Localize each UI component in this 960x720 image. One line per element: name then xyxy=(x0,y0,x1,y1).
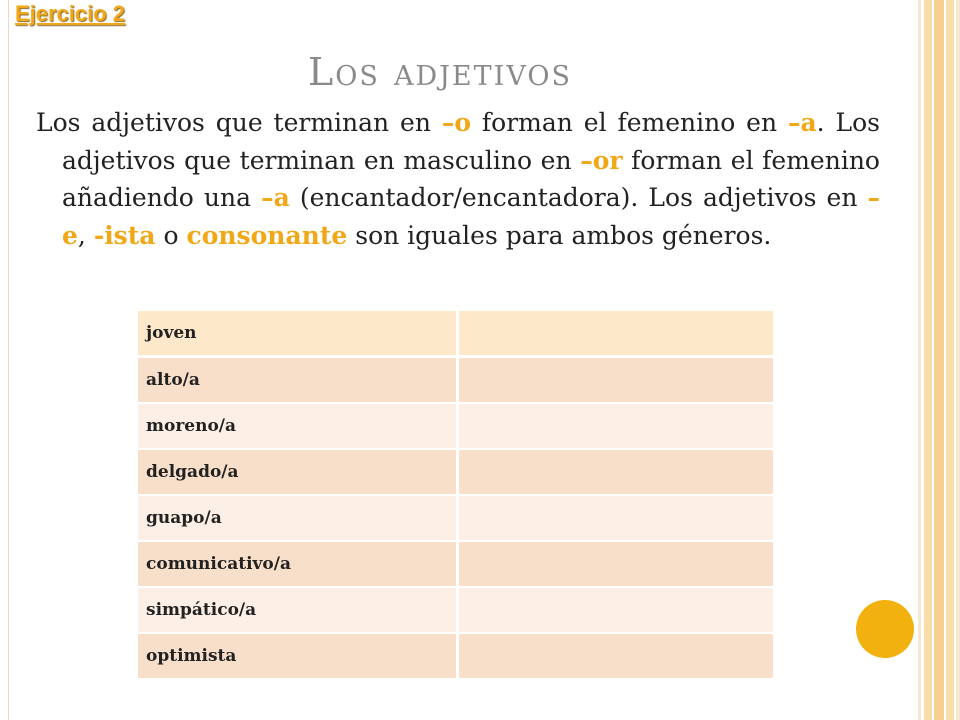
table-row xyxy=(138,449,775,495)
paragraph-text: o xyxy=(155,220,187,250)
answer-cell[interactable] xyxy=(458,311,775,357)
explanation-text xyxy=(36,104,880,254)
table-row xyxy=(138,633,775,679)
paragraph-text: , xyxy=(77,220,94,250)
paragraph-text: (encantador/encantadora). Los adjetivos en xyxy=(289,183,868,212)
adjective-cell: moreno/a xyxy=(138,403,458,449)
paragraph-text: forman el femenino añadiendo una xyxy=(62,145,880,212)
adjective-cell: delgado/a xyxy=(138,449,458,495)
decorative-circle xyxy=(856,600,914,658)
answer-cell[interactable] xyxy=(458,495,775,541)
adjective-cell: joven xyxy=(138,311,458,357)
paragraph-text: . Los adjetivos que terminan en masculino en xyxy=(62,108,880,175)
adjectives-table xyxy=(138,311,776,680)
highlighted-term: –o xyxy=(441,108,472,137)
table-row xyxy=(138,495,775,541)
paragraph-text: Los adjetivos que terminan en xyxy=(36,108,442,137)
adjective-cell: alto/a xyxy=(138,357,458,404)
highlighted-term: -ista xyxy=(93,220,156,250)
explanation-paragraph xyxy=(36,104,880,254)
exercise-link[interactable]: Ejercicio 2 xyxy=(14,1,126,26)
paragraph-text: forman el femenino en xyxy=(471,108,788,137)
answer-cell[interactable] xyxy=(458,587,775,633)
adjective-cell: simpático/a xyxy=(138,587,458,633)
adjective-cell: optimista xyxy=(138,633,458,679)
table-row xyxy=(138,403,775,449)
table-row xyxy=(138,311,775,357)
adjective-cell: guapo/a xyxy=(138,495,458,541)
answer-cell[interactable] xyxy=(458,403,775,449)
slide-title: Los adjetivos xyxy=(308,50,572,94)
answer-cell[interactable] xyxy=(458,541,775,587)
answer-cell[interactable] xyxy=(458,357,775,404)
answer-cell[interactable] xyxy=(458,633,775,679)
answer-cell[interactable] xyxy=(458,449,775,495)
table-row xyxy=(138,541,775,587)
slide-left-border xyxy=(8,0,9,720)
highlighted-term: –a xyxy=(787,108,817,137)
highlighted-term: –or xyxy=(580,145,623,175)
highlighted-term: –e xyxy=(62,183,880,250)
adjective-cell: comunicativo/a xyxy=(138,541,458,587)
decorative-stripes xyxy=(918,0,960,720)
highlighted-term: –a xyxy=(261,183,290,212)
table-row xyxy=(138,357,775,404)
table-row xyxy=(138,587,775,633)
highlighted-term: consonante xyxy=(186,220,348,250)
paragraph-text: son iguales para ambos géneros. xyxy=(347,220,772,250)
